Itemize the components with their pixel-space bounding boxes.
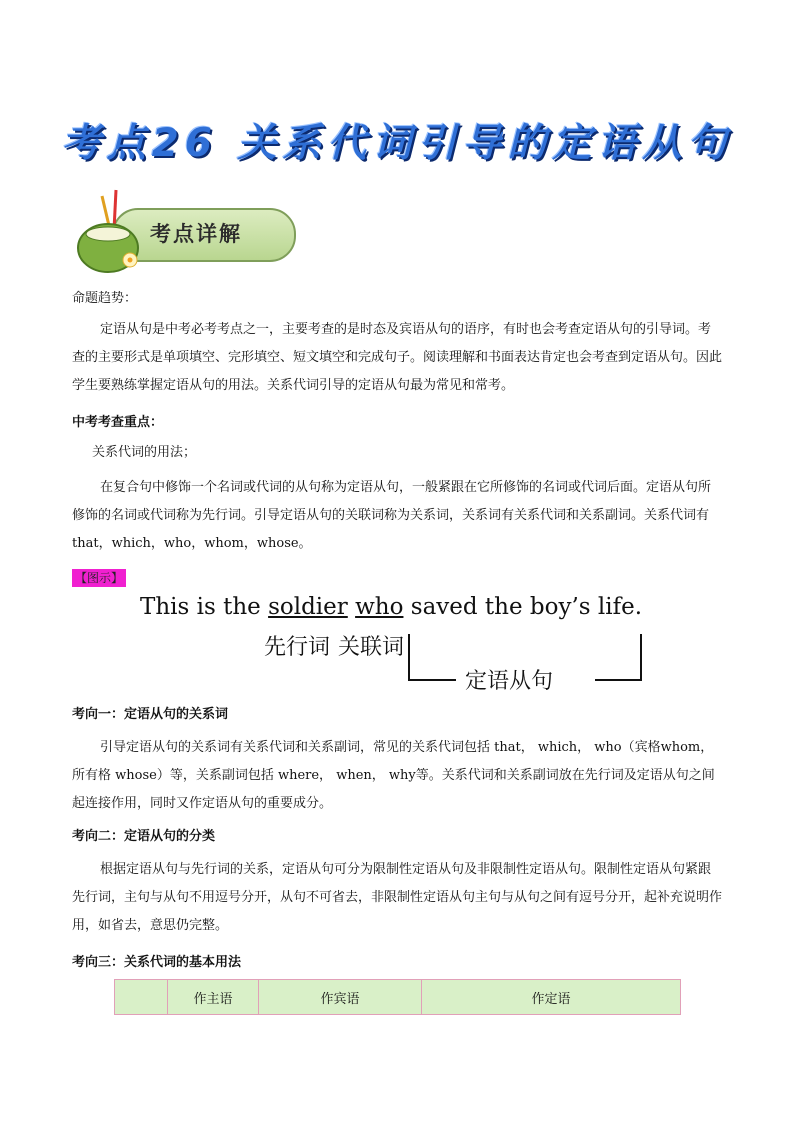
section-1-heading: 考向一：定语从句的关系词 <box>72 707 229 722</box>
focus-heading: 中考考查重点： <box>72 415 164 430</box>
table-header-cell: 作宾语 <box>259 980 422 1015</box>
bracket-right-line <box>640 634 642 680</box>
usage-heading: 关系代词的用法； <box>92 445 197 460</box>
sentence-post: saved the boy’s life. <box>403 594 643 620</box>
label-clause: 定语从句 <box>465 669 554 694</box>
page-title: 考点26 关系代词引导的定语从句 <box>61 121 733 166</box>
section-2-paragraph: 根据定语从句与先行词的关系，定语从句可分为限制性定语从句及非限制性定语从句。限制性定语从句紧跟先行词，主句与从句不用逗号分开，从句不可省去，非限制性定语从句主句与从句之间有逗号分开，起补充说明作用，如省去，意思仍完整。 <box>72 862 723 933</box>
usage-table <box>114 979 681 1015</box>
coconut-drink-icon <box>72 186 142 274</box>
section-banner <box>72 186 297 274</box>
section-3-heading: 考向三：关系代词的基本用法 <box>72 955 242 970</box>
usage-paragraph: 在复合句中修饰一个名词或代词的从句称为定语从句，一般紧跟在它所修饰的名词或代词后面。定语从句所修饰的名词或代词称为先行词。引导定语从句的关联词称为关系词，关系词有关系代词和关系副词。关系代词有 that，which，who，whom，whose。 <box>72 480 712 551</box>
section-1-paragraph: 引导定语从句的关系词有关系代词和关系副词，常见的关系代词包括 that， which， who（宾格whom，所有格 whose）等，关系副词包括 where， when， why等。关系代词和关系副词放在先行词及定语从句之间起连接作用，同时又作定语从句的重要成分。 <box>72 740 715 811</box>
trend-heading: 命题趋势： <box>72 291 138 306</box>
figure-sentence <box>140 594 642 620</box>
label-antecedent: 先行词 <box>264 635 331 660</box>
bracket-left-foot <box>408 679 456 681</box>
figure-tag: 【图示】 <box>72 569 126 587</box>
table-header-cell: 作定语 <box>422 980 681 1015</box>
sentence-relative: who <box>355 594 404 620</box>
label-relative: 关联词 <box>338 635 405 660</box>
sentence-antecedent: soldier <box>268 594 348 620</box>
trend-paragraph: 定语从句是中考必考考点之一，主要考查的是时态及宾语从句的语序，有时也会考查定语从句的引导词。考查的主要形式是单项填空、完形填空、短文填空和完成句子。阅读理解和书面表达肯定也会考查到定语从句。因此学生要熟练掌握定语从句的用法。关系代词引导的定语从句最为常见和常考。 <box>72 322 723 393</box>
sentence-pre: This is the <box>140 594 269 620</box>
table-header-cell <box>115 980 168 1015</box>
bracket-right-foot <box>595 679 642 681</box>
section-2-heading: 考向二：定语从句的分类 <box>72 829 216 844</box>
table-row <box>115 980 681 1015</box>
grammar-figure <box>140 594 670 694</box>
banner-label: 考点详解 <box>150 222 242 246</box>
sentence-space <box>348 594 355 620</box>
table-header-cell: 作主语 <box>168 980 259 1015</box>
bracket-left-line <box>408 634 410 680</box>
